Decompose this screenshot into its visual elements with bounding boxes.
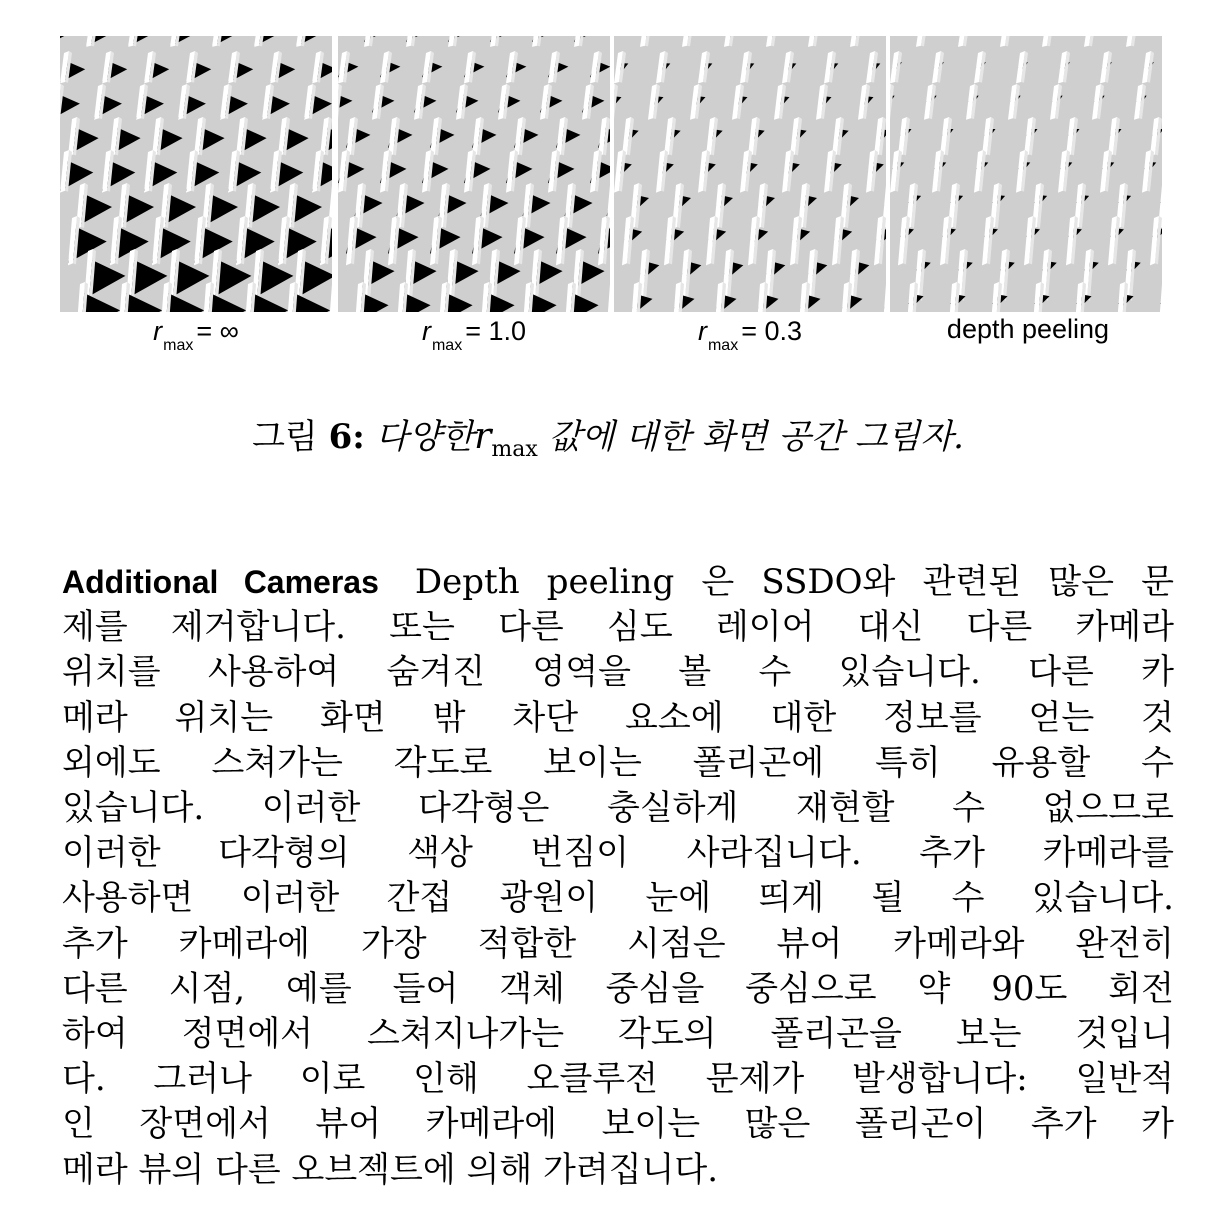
paragraph-line: 메라 위치는 화면 밖 차단 요소에 대한 정보를 얻는 것 (62, 697, 1174, 738)
paragraph-line: 다른 시점, 예를 들어 객체 중심을 중심으로 약 90도 회전 (62, 968, 1174, 1009)
caption-text-before: 다양한 (375, 417, 475, 457)
shadow-panel-rmax-0-3 (614, 36, 886, 312)
paragraph-line: 하여 정면에서 스쳐지나가는 각도의 폴리곤을 보는 것입니 (62, 1014, 1174, 1055)
paragraph-line: 있습니다. 이러한 다각형은 충실하게 재현할 수 없으므로 (62, 788, 1174, 829)
shadow-panel-rmax-inf (60, 36, 332, 312)
paragraph-line-text: Depth peeling 은 SSDO와 관련된 많은 문 (414, 562, 1175, 602)
paragraph-line (62, 560, 1174, 605)
caption-number: 6: (328, 417, 365, 457)
label-subscript: max (163, 337, 194, 354)
label-subscript: max (707, 337, 739, 354)
figure-6 (60, 36, 1162, 312)
label-symbol: r (697, 316, 707, 346)
shadow-panel-depth-peeling (890, 36, 1162, 312)
panel-label-depth-peeling (892, 314, 1164, 345)
label-value: = 1.0 (465, 316, 527, 346)
paragraph-line: 사용하면 이러한 간접 광원이 눈에 띄게 될 수 있습니다. (62, 878, 1174, 919)
shadow-render (338, 36, 610, 312)
paragraph-line: 다. 그러나 이로 인해 오클루전 문제가 발생합니다: 일반적 (62, 1059, 1174, 1100)
caption-math-symbol: r (474, 416, 492, 457)
shadow-render (890, 36, 1162, 312)
label-value: = 0.3 (741, 316, 803, 346)
shadow-panel-rmax-1 (338, 36, 610, 312)
label-symbol: r (421, 316, 431, 346)
panel-label-rmax-1 (338, 316, 610, 354)
label-value: = ∞ (196, 316, 239, 346)
paragraph-line: 추가 카메라에 가장 적합한 시점은 뷰어 카메라와 완전히 (62, 923, 1174, 964)
figure-caption (0, 415, 1216, 464)
caption-math-subscript: max (491, 437, 538, 462)
paragraph-line: 메라 뷰의 다른 오브젝트에 의해 가려집니다. (62, 1149, 719, 1190)
paragraph-line: 외에도 스쳐가는 각도로 보이는 폴리곤에 특히 유용할 수 (62, 742, 1174, 783)
shadow-render (60, 36, 332, 312)
label-symbol: r (153, 316, 163, 346)
shadow-render (614, 36, 886, 312)
caption-text-after: 값에 대한 화면 공간 그림자. (548, 417, 964, 457)
label-subscript: max (431, 337, 463, 354)
panel-label-rmax-0-3 (614, 316, 886, 354)
section-additional-cameras (62, 560, 1174, 1193)
paragraph-line: 위치를 사용하여 숨겨진 영역을 볼 수 있습니다. 다른 카 (62, 652, 1174, 693)
paragraph-line: 인 장면에서 뷰어 카메라에 보이는 많은 폴리곤이 추가 카 (62, 1104, 1174, 1145)
caption-prefix: 그림 (252, 417, 318, 457)
paragraph-line: 이러한 다각형의 색상 번짐이 사라집니다. 추가 카메라를 (62, 833, 1174, 874)
paragraph-line: 제를 제거합니다. 또는 다른 심도 레이어 대신 다른 카메라 (62, 607, 1174, 648)
section-heading: Additional Cameras (62, 564, 379, 600)
panel-label-rmax-inf (60, 316, 332, 354)
label-text: depth peeling (946, 314, 1110, 344)
